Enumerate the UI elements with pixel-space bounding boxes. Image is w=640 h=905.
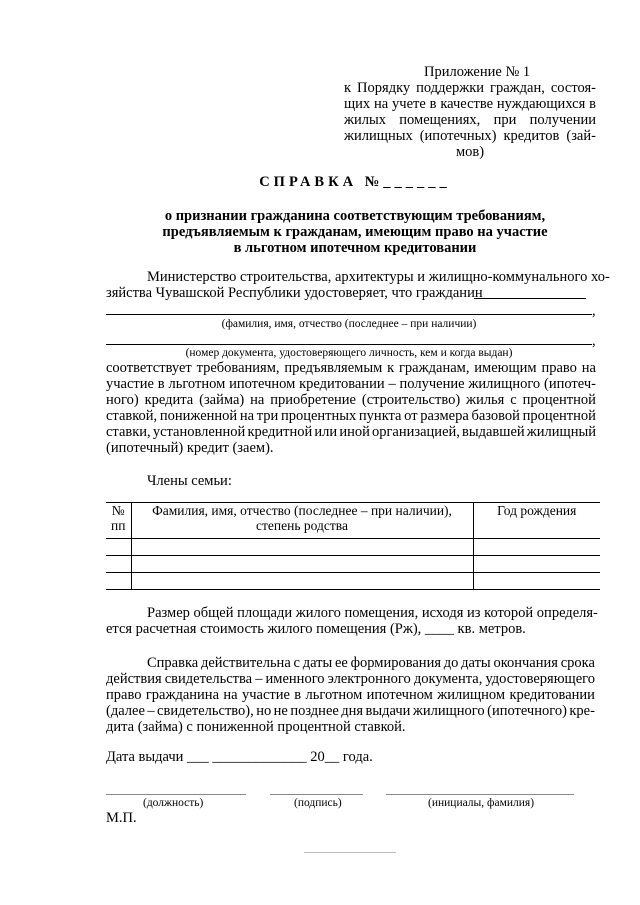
- word: действительна: [200, 655, 291, 671]
- family-label: Члены семьи:: [147, 473, 232, 489]
- table-row[interactable]: [106, 556, 600, 573]
- word: –: [255, 671, 263, 687]
- document-subtitle-1: о признании гражданина соответствующим требованиям,: [164, 208, 546, 224]
- appendix-line-2: [344, 96, 596, 112]
- word: процентной: [522, 392, 596, 408]
- word: (ипотечных): [419, 128, 497, 144]
- word: к: [344, 80, 352, 96]
- document-subtitle-2: предъявляемым к гражданам, имеющим право на участие: [162, 224, 548, 240]
- para2-line-1: [106, 360, 596, 376]
- sign-name-label: (инициалы, фамилия): [428, 797, 535, 809]
- para2-line-3: [106, 392, 596, 408]
- word: на: [250, 392, 265, 408]
- word: предъявляемым: [284, 360, 383, 376]
- signature-field[interactable]: [270, 794, 363, 795]
- word: действия: [106, 671, 162, 687]
- word: но: [256, 703, 272, 719]
- word: в: [429, 96, 437, 112]
- word: Порядку: [357, 80, 411, 96]
- word: позднее: [290, 703, 339, 719]
- word: кредита: [144, 392, 194, 408]
- word: жилищного: [468, 376, 541, 392]
- word: выдавшей: [462, 424, 525, 440]
- sign-position-label: (должность): [143, 797, 204, 809]
- word: качестве: [440, 96, 494, 112]
- word: право: [106, 687, 142, 703]
- word: ставкой,: [106, 408, 158, 424]
- appendix-title: Приложение № 1: [424, 64, 531, 80]
- word: кредитовании: [509, 687, 595, 703]
- hint-fio: (фамилия, имя, отчество (последнее – при наличии): [221, 318, 477, 330]
- comma-1: ,: [592, 303, 596, 319]
- word: процентной: [522, 408, 596, 424]
- word: удостоверяющего: [485, 671, 595, 687]
- word: ного): [106, 392, 139, 408]
- word: жилищный: [526, 424, 596, 440]
- hint-doc: (номер документа, удостоверяющего личность, кем и когда выдан): [185, 347, 513, 359]
- word: учете: [392, 96, 426, 112]
- word: на: [223, 687, 238, 703]
- word: в: [589, 96, 596, 112]
- issue-date: Дата выдачи ___ _____________ 20__ года.: [106, 749, 373, 765]
- word: пункта: [358, 408, 402, 424]
- table-row[interactable]: [106, 573, 600, 590]
- table-cell[interactable]: [106, 539, 131, 556]
- word: ипотечном: [229, 376, 296, 392]
- word: даты: [461, 655, 491, 671]
- word: ставки,: [106, 424, 151, 440]
- para2-line-6: (ипотечный) кредит (заем).: [106, 440, 274, 456]
- table-cell[interactable]: [106, 556, 131, 573]
- word: свидетельства: [164, 671, 253, 687]
- word: получении: [529, 112, 596, 128]
- word: право: [541, 360, 577, 376]
- table-cell[interactable]: [473, 556, 600, 573]
- para2-line-4: [106, 408, 596, 424]
- word: жилых: [344, 112, 387, 128]
- valid-line-4: [106, 703, 595, 719]
- word: жилищном: [437, 687, 506, 703]
- word: от: [404, 408, 418, 424]
- word: даты: [302, 655, 333, 671]
- word: требованиям,: [196, 360, 280, 376]
- word: (ипотечного): [487, 703, 567, 719]
- word: или: [314, 424, 338, 440]
- word: Справка: [147, 655, 199, 671]
- col-fio-header: Фамилия, имя, отчество (последнее – при наличии), степень родства: [131, 503, 473, 539]
- word: участие: [241, 687, 290, 703]
- word: базовой: [471, 408, 520, 424]
- word: имеющим: [474, 360, 537, 376]
- valid-line-3: [106, 687, 595, 703]
- citizen-document-field[interactable]: [106, 344, 592, 345]
- document-subtitle-3: в льготном ипотечном кредитовании: [233, 240, 477, 256]
- family-table-header: [106, 503, 600, 539]
- word: свидетельство),: [157, 703, 254, 719]
- word: выдачи: [365, 703, 411, 719]
- word: жилищных: [344, 128, 413, 144]
- word: на: [581, 360, 596, 376]
- table-cell[interactable]: [131, 539, 473, 556]
- word: не: [273, 703, 288, 719]
- table-cell[interactable]: [131, 556, 473, 573]
- appendix-line-4: [344, 128, 596, 144]
- word: (далее: [106, 703, 145, 719]
- word: к: [387, 360, 395, 376]
- word: гражданина: [145, 687, 220, 703]
- table-cell[interactable]: [106, 573, 131, 590]
- word: –: [388, 376, 396, 392]
- word: (строительство): [361, 392, 461, 408]
- word: –: [147, 703, 155, 719]
- word: документа,: [413, 671, 483, 687]
- word: иной: [339, 424, 370, 440]
- col-year-header: Год рождения: [473, 503, 600, 539]
- word: получение: [399, 376, 465, 392]
- citizen-field-a[interactable]: [474, 298, 586, 299]
- word: именного: [265, 671, 325, 687]
- para1-line-2: зяйства Чувашской Республики удостоверяет, что гражданин: [106, 285, 483, 301]
- area-line-2: ется расчетная стоимость жилого помещения (Рж), ____ кв. метров.: [106, 621, 526, 637]
- word: льготном: [168, 376, 226, 392]
- word: поддержки: [416, 80, 485, 96]
- word: кредитовании: [299, 376, 385, 392]
- citizen-name-field[interactable]: [106, 314, 592, 315]
- word: нуждающихся: [496, 96, 586, 112]
- word: окончания: [493, 655, 558, 671]
- table-cell[interactable]: [473, 539, 600, 556]
- word: с: [510, 392, 517, 408]
- table-cell[interactable]: [131, 573, 473, 590]
- para2-line-2: [106, 376, 596, 392]
- name-field[interactable]: [386, 794, 574, 795]
- position-field[interactable]: [106, 794, 246, 795]
- word: пониженной: [159, 408, 238, 424]
- area-line-1: Размер общей площади жилого помещения, исходя из которой определя-: [147, 605, 598, 621]
- word: размера: [420, 408, 469, 424]
- appendix-line-3: [344, 112, 596, 128]
- word: на: [239, 408, 255, 424]
- word: граждан,: [490, 80, 545, 96]
- para2-line-5: [106, 424, 596, 440]
- word: на: [374, 96, 389, 112]
- appendix-line-5: мов): [456, 144, 485, 160]
- word: три: [256, 408, 279, 424]
- word: в: [294, 687, 302, 703]
- word: участие: [106, 376, 154, 392]
- word: электронного: [327, 671, 411, 687]
- valid-line-1: [147, 655, 595, 671]
- footer-divider: [304, 852, 396, 853]
- word: до: [443, 655, 459, 671]
- word: помещениях,: [399, 112, 481, 128]
- family-table: [106, 502, 600, 590]
- word: ипотечном: [366, 687, 433, 703]
- word: жилья: [466, 392, 505, 408]
- appendix-line-1: [344, 80, 596, 96]
- word: ее: [334, 655, 348, 671]
- word: с: [293, 655, 300, 671]
- valid-line-2: [106, 671, 595, 687]
- word: соответствует: [106, 360, 192, 376]
- sign-signature-label: (подпись): [294, 797, 342, 809]
- document-title: СПРАВКА №______: [259, 174, 451, 190]
- word: льготном: [305, 687, 363, 703]
- table-cell[interactable]: [473, 573, 600, 590]
- word: (зай-: [566, 128, 596, 144]
- word: (ипотеч-: [544, 376, 596, 392]
- para1-line-1: Министерство строительства, архитектуры и жилищно-коммунального хо-: [147, 269, 610, 285]
- comma-2: ,: [592, 333, 596, 349]
- col-num-header: № пп: [106, 503, 131, 539]
- word: организацией,: [371, 424, 460, 440]
- word: установленной: [152, 424, 246, 440]
- word: состоя-: [550, 80, 596, 96]
- word: кредитов: [503, 128, 560, 144]
- table-row[interactable]: [106, 539, 600, 556]
- word: в: [157, 376, 165, 392]
- word: щих: [344, 96, 371, 112]
- word: жилищного: [412, 703, 485, 719]
- word: срока: [560, 655, 595, 671]
- word: кредитной: [247, 424, 313, 440]
- stamp-label: М.П.: [106, 810, 137, 826]
- word: приобретение: [270, 392, 356, 408]
- word: (займа): [199, 392, 245, 408]
- word: дня: [341, 703, 364, 719]
- word: гражданам,: [398, 360, 470, 376]
- word: формирования: [350, 655, 442, 671]
- word: при: [493, 112, 517, 128]
- valid-line-5: дита (займа) с пониженной процентной ставкой.: [106, 719, 406, 735]
- word: процентных: [280, 408, 357, 424]
- word: кре-: [569, 703, 595, 719]
